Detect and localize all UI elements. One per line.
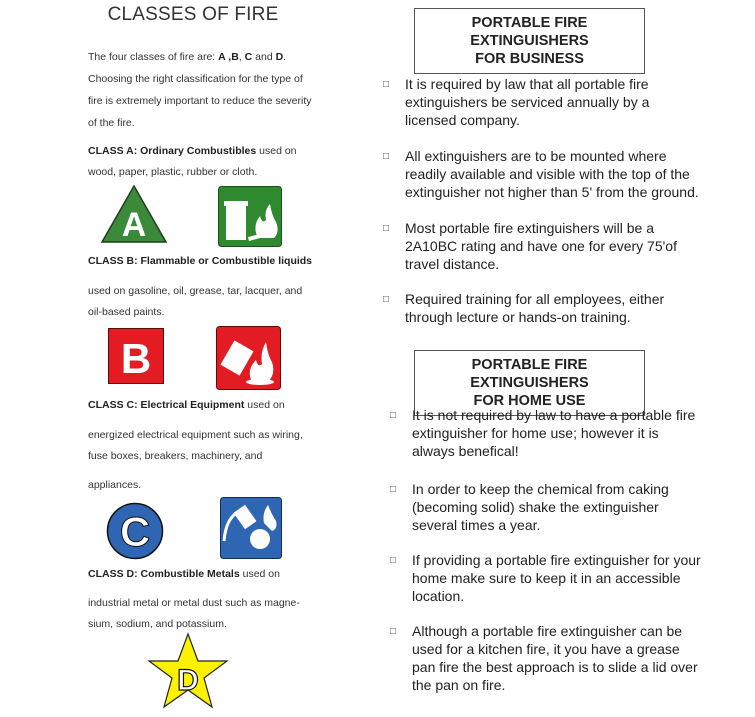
svg-text:C: C bbox=[119, 508, 151, 555]
item-text-line: 2A10BC rating and have one for every 75'of bbox=[405, 238, 677, 254]
class-b-text: oil-based paints. bbox=[88, 306, 165, 318]
class-b-square-icon bbox=[108, 328, 164, 384]
bullet-icon: □ bbox=[383, 223, 390, 234]
item-text-line: through lecture or hands-on training. bbox=[405, 309, 631, 325]
item-text-line: used for a kitchen fire, it you have a grease bbox=[412, 641, 680, 657]
item-text-line: licensed company. bbox=[405, 112, 520, 128]
box-title: PORTABLE FIRE EXTINGUISHERS bbox=[470, 15, 589, 49]
class-b-heading bbox=[88, 255, 312, 267]
intro-text: The four classes of fire are: bbox=[88, 51, 219, 63]
electrical-fire-icon bbox=[220, 497, 282, 559]
intro-line: of the fire. bbox=[88, 117, 135, 129]
class-c-circle-icon bbox=[106, 502, 164, 560]
item-text-line: If providing a portable fire extinguisher for your bbox=[412, 552, 701, 568]
list-item bbox=[383, 290, 665, 326]
item-text-line: extinguishers be serviced annually by a bbox=[405, 94, 650, 110]
item-text-line: It is required by law that all portable fire bbox=[405, 76, 649, 92]
svg-text:B: B bbox=[120, 335, 152, 382]
sep: , bbox=[225, 51, 232, 63]
item-text-line: Required training for all employees, either bbox=[405, 291, 665, 307]
text: used on bbox=[256, 145, 297, 157]
item-text-line: All extinguishers are to be mounted where bbox=[405, 148, 667, 164]
class-c-text: appliances. bbox=[88, 479, 142, 491]
list-item bbox=[383, 147, 699, 201]
item-text-line: Although a portable fire extinguisher can be bbox=[412, 623, 683, 639]
item-text-line: location. bbox=[412, 588, 465, 604]
item-text-line: readily available and visible with the top of the bbox=[405, 166, 690, 182]
class-a-text: wood, paper, plastic, rubber or cloth. bbox=[88, 166, 258, 178]
box-title: FOR BUSINESS bbox=[475, 51, 584, 67]
intro-line: Choosing the right classification for the type of bbox=[88, 73, 303, 85]
list-item bbox=[390, 406, 696, 460]
class-c-heading bbox=[88, 399, 285, 411]
bullet-icon: □ bbox=[383, 294, 390, 305]
heading: CLASS C: Electrical Equipment bbox=[88, 399, 245, 411]
class-b-text: used on gasoline, oil, grease, tar, lacquer, and bbox=[88, 285, 303, 297]
heading: CLASS A: Ordinary Combustibles bbox=[88, 145, 257, 157]
item-text-line: always benefical! bbox=[412, 443, 519, 459]
business-title-box bbox=[414, 8, 645, 74]
box-title: PORTABLE FIRE EXTINGUISHERS bbox=[470, 357, 589, 391]
bullet-icon: □ bbox=[383, 79, 390, 90]
liquid-fire-icon bbox=[216, 326, 281, 390]
item-text-line: travel distance. bbox=[405, 256, 500, 272]
class-a-triangle-icon bbox=[100, 184, 168, 244]
text: used on bbox=[244, 399, 285, 411]
list-item bbox=[390, 480, 669, 534]
item-text-line: extinguisher for home use; however it is bbox=[412, 425, 659, 441]
list-item bbox=[383, 75, 650, 129]
item-text-line: (becoming solid) shake the extinguisher bbox=[412, 499, 659, 515]
class-letter: D bbox=[275, 51, 284, 63]
class-c-text: fuse boxes, breakers, machinery, and bbox=[88, 450, 263, 462]
bullet-icon: □ bbox=[390, 555, 397, 566]
svg-text:A: A bbox=[121, 206, 147, 244]
page-title: CLASSES OF FIRE bbox=[107, 4, 279, 25]
svg-text:D: D bbox=[177, 664, 199, 697]
text: used on bbox=[239, 568, 280, 580]
class-d-text: industrial metal or metal dust such as magne- bbox=[88, 597, 300, 609]
class-d-star-icon bbox=[146, 632, 230, 710]
intro-line: The four classes of fire are: A ,B, C and D. bbox=[88, 51, 287, 63]
item-text-line: pan fire the best approach is to slide a lid over bbox=[412, 659, 698, 675]
heading: CLASS D: Combustible Metals bbox=[88, 568, 240, 580]
list-item bbox=[390, 622, 698, 694]
item-text-line: home make sure to keep it in an accessible bbox=[412, 570, 681, 586]
trash-fire-icon bbox=[218, 186, 282, 247]
class-letter: C bbox=[244, 51, 253, 63]
bullet-icon: □ bbox=[390, 484, 397, 495]
class-c-text: energized electrical equipment such as wiring, bbox=[88, 429, 303, 441]
heading: CLASS B: Flammable or Combustible liquids bbox=[88, 255, 313, 267]
item-text-line: several times a year. bbox=[412, 517, 541, 533]
sep: and bbox=[252, 51, 276, 63]
item-text-line: Most portable fire extinguishers will be a bbox=[405, 220, 655, 236]
class-d-text: sium, sodium, and potassium. bbox=[88, 618, 227, 630]
item-text-line: In order to keep the chemical from caking bbox=[412, 481, 669, 497]
bullet-icon: □ bbox=[390, 410, 397, 421]
list-item bbox=[390, 551, 701, 605]
box-title: FOR HOME USE bbox=[473, 393, 586, 409]
class-letter: A bbox=[218, 51, 226, 63]
item-text-line: extinguisher not higher than 5' from the ground. bbox=[405, 184, 699, 200]
sep: . bbox=[283, 51, 287, 63]
class-letter: B bbox=[231, 51, 239, 63]
item-text-line: It is not required by law to have a portable fire bbox=[412, 407, 696, 423]
list-item bbox=[383, 219, 677, 273]
bullet-icon: □ bbox=[390, 626, 397, 637]
class-a-heading bbox=[88, 145, 297, 157]
item-text-line: the pan on fire. bbox=[412, 677, 506, 693]
intro-line: fire is extremely important to reduce the severity bbox=[88, 95, 312, 107]
bullet-icon: □ bbox=[383, 151, 390, 162]
class-d-heading bbox=[88, 568, 280, 580]
